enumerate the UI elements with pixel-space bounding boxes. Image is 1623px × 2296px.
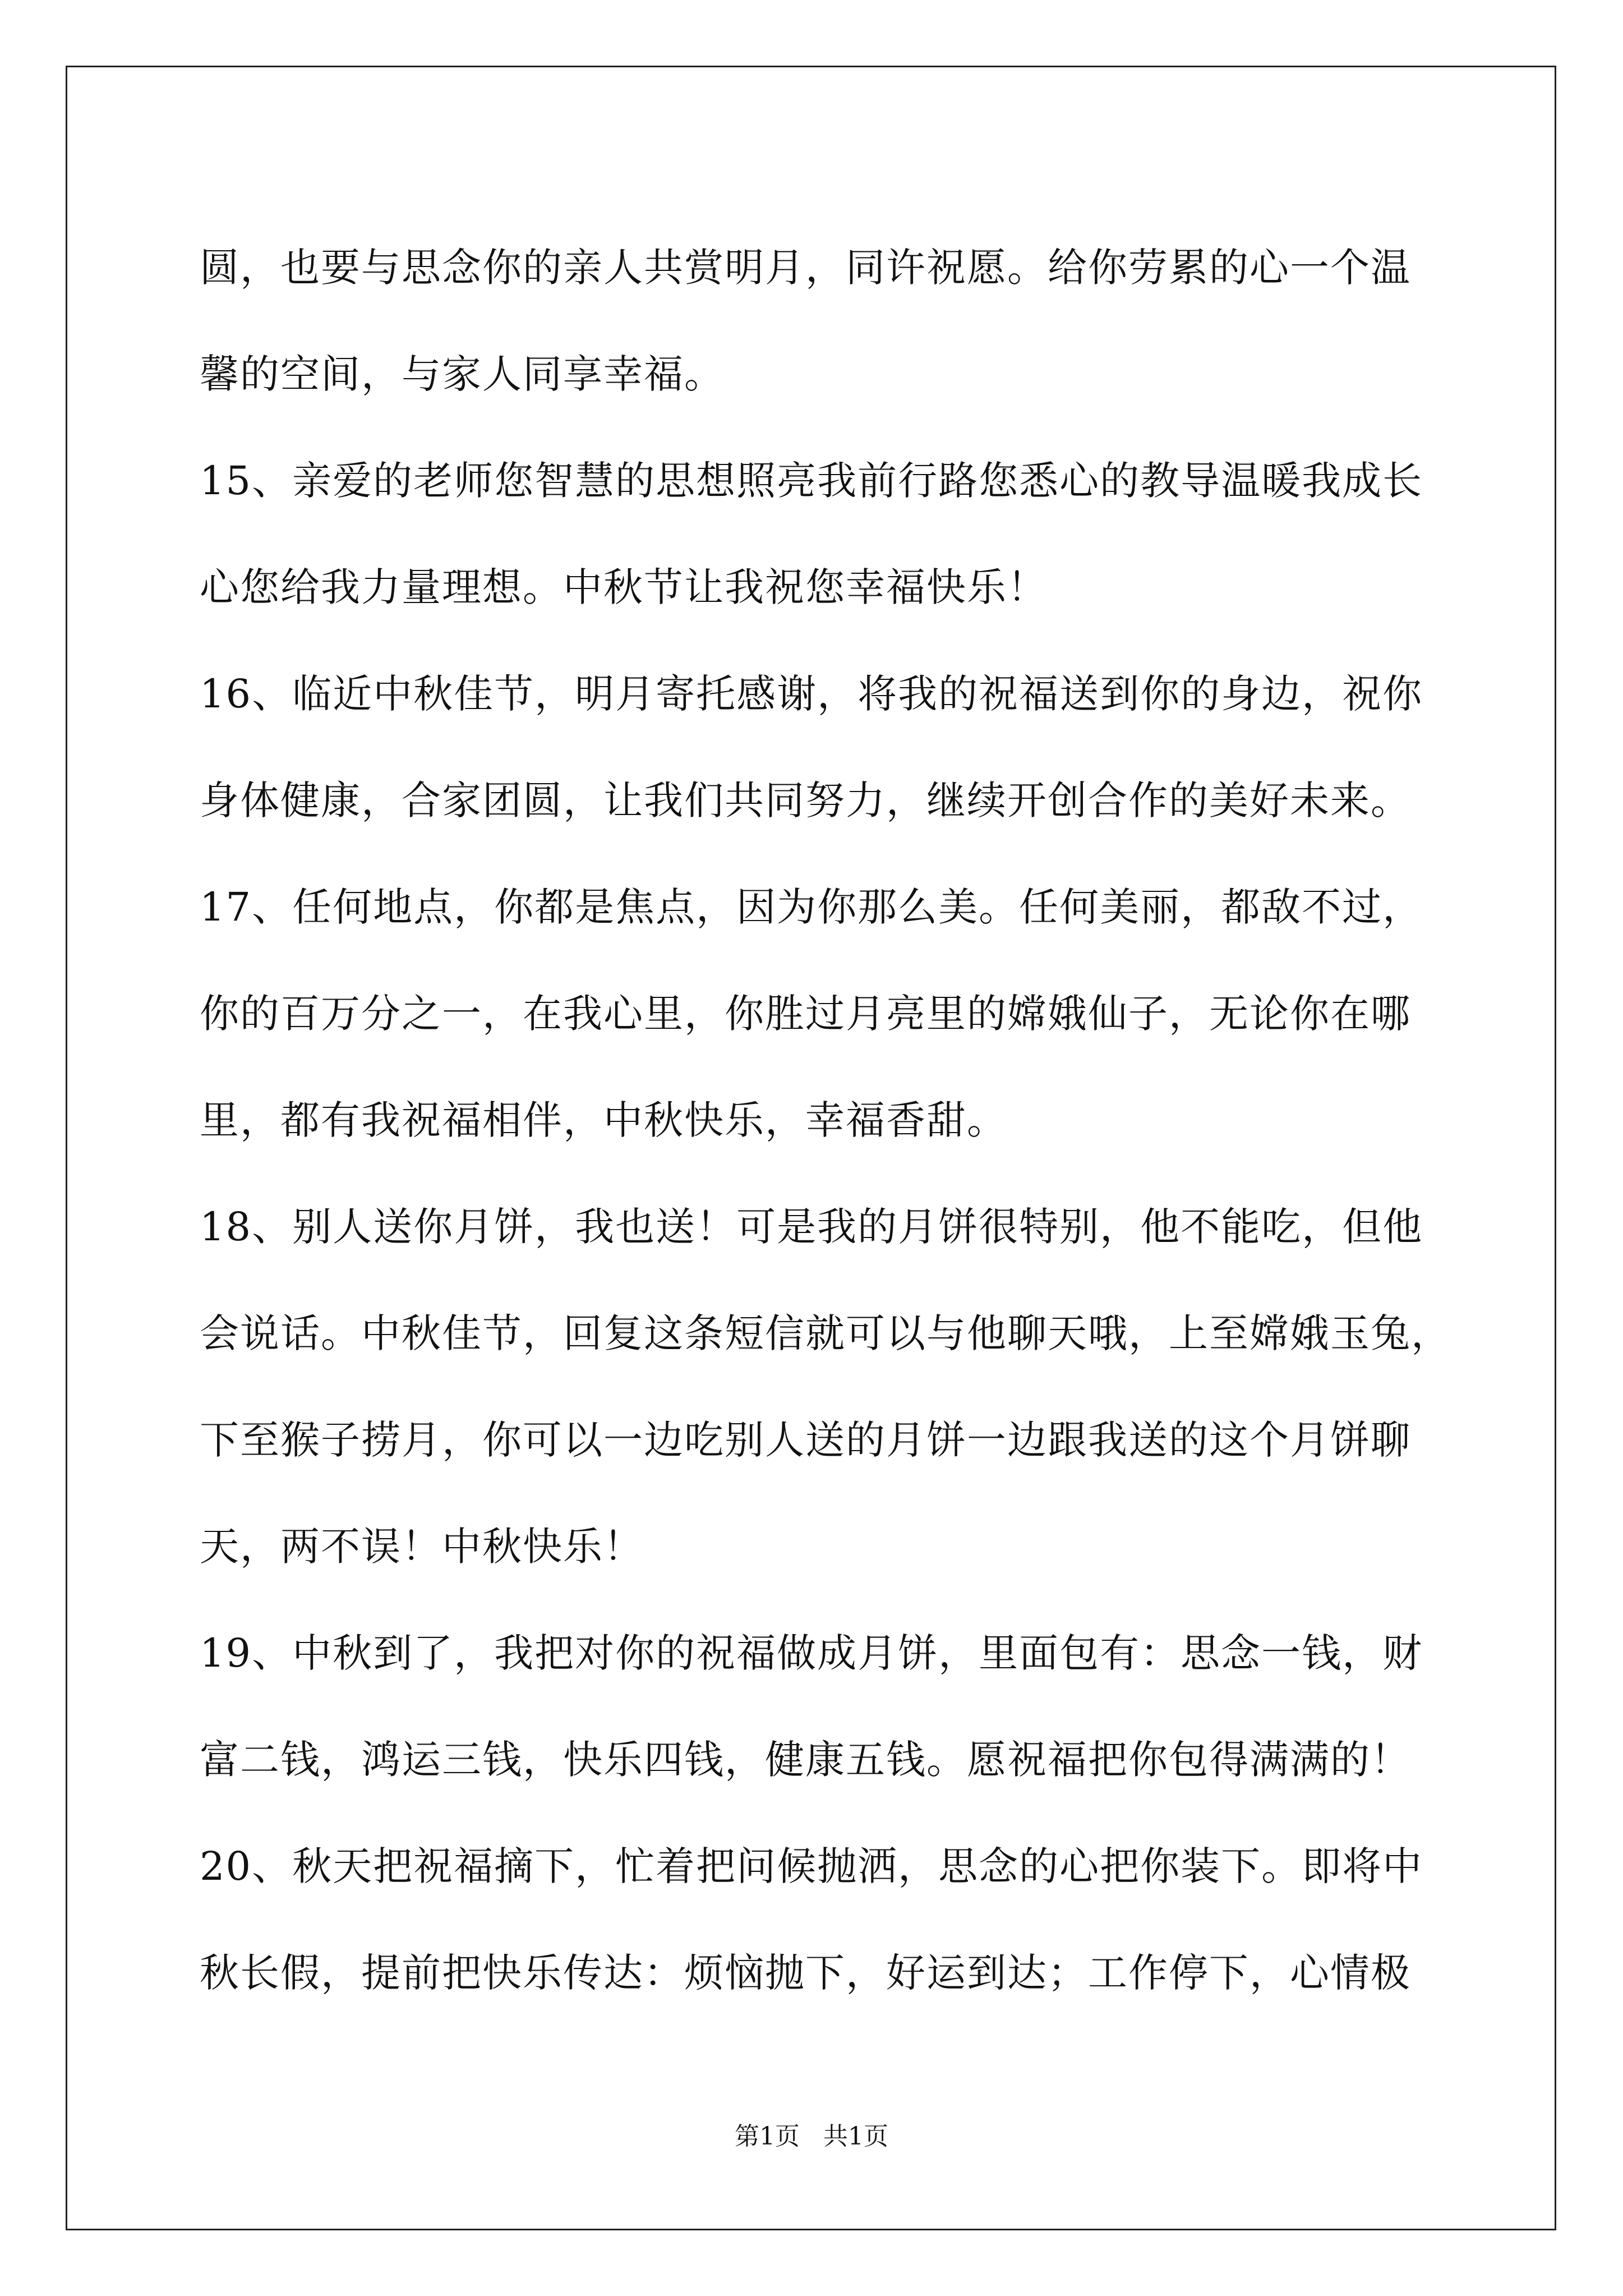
text-line: 身体健康，合家团圆，让我们共同努力，继续开创合作的美好未来。 <box>200 777 1411 823</box>
text-line: 18、别人送你月饼，我也送！可是我的月饼很特别，他不能吃，但他 <box>200 1204 1423 1250</box>
text-line: 15、亲爱的老师您智慧的思想照亮我前行路您悉心的教导温暖我成长 <box>200 458 1423 504</box>
document-body <box>200 214 1451 2026</box>
text-line: 馨的空间，与家人同享幸福。 <box>200 351 725 397</box>
text-line: 秋长假，提前把快乐传达：烦恼抛下，好运到达；工作停下，心情极 <box>200 1950 1411 1996</box>
text-line: 19、中秋到了，我把对你的祝福做成月饼，里面包有：思念一钱，财 <box>200 1630 1423 1676</box>
text-line: 20、秋天把祝福摘下，忙着把问候抛洒，思念的心把你装下。即将中 <box>200 1843 1423 1889</box>
page-number-footer: 第1页 共1页 <box>735 2122 888 2151</box>
text-line: 会说话。中秋佳节，回复这条短信就可以与他聊天哦，上至嫦娥玉兔， <box>200 1310 1451 1356</box>
text-line: 你的百万分之一，在我心里，你胜过月亮里的嫦娥仙子，无论你在哪 <box>200 991 1411 1037</box>
text-line: 下至猴子捞月，你可以一边吃别人送的月饼一边跟我送的这个月饼聊 <box>200 1417 1411 1463</box>
text-line: 里，都有我祝福相伴，中秋快乐，幸福香甜。 <box>200 1097 1007 1143</box>
text-line: 富二钱，鸿运三钱，快乐四钱，健康五钱。愿祝福把你包得满满的！ <box>200 1737 1411 1783</box>
text-line: 心您给我力量理想。中秋节让我祝您幸福快乐！ <box>200 564 1048 610</box>
text-line: 16、临近中秋佳节，明月寄托感谢，将我的祝福送到你的身边，祝你 <box>200 671 1423 717</box>
text-line: 圆，也要与思念你的亲人共赏明月，同许祝愿。给你劳累的心一个温 <box>200 245 1411 291</box>
text-line: 17、任何地点，你都是焦点，因为你那么美。任何美丽，都敌不过， <box>200 884 1423 930</box>
text-line: 天，两不误！中秋快乐！ <box>200 1524 644 1570</box>
